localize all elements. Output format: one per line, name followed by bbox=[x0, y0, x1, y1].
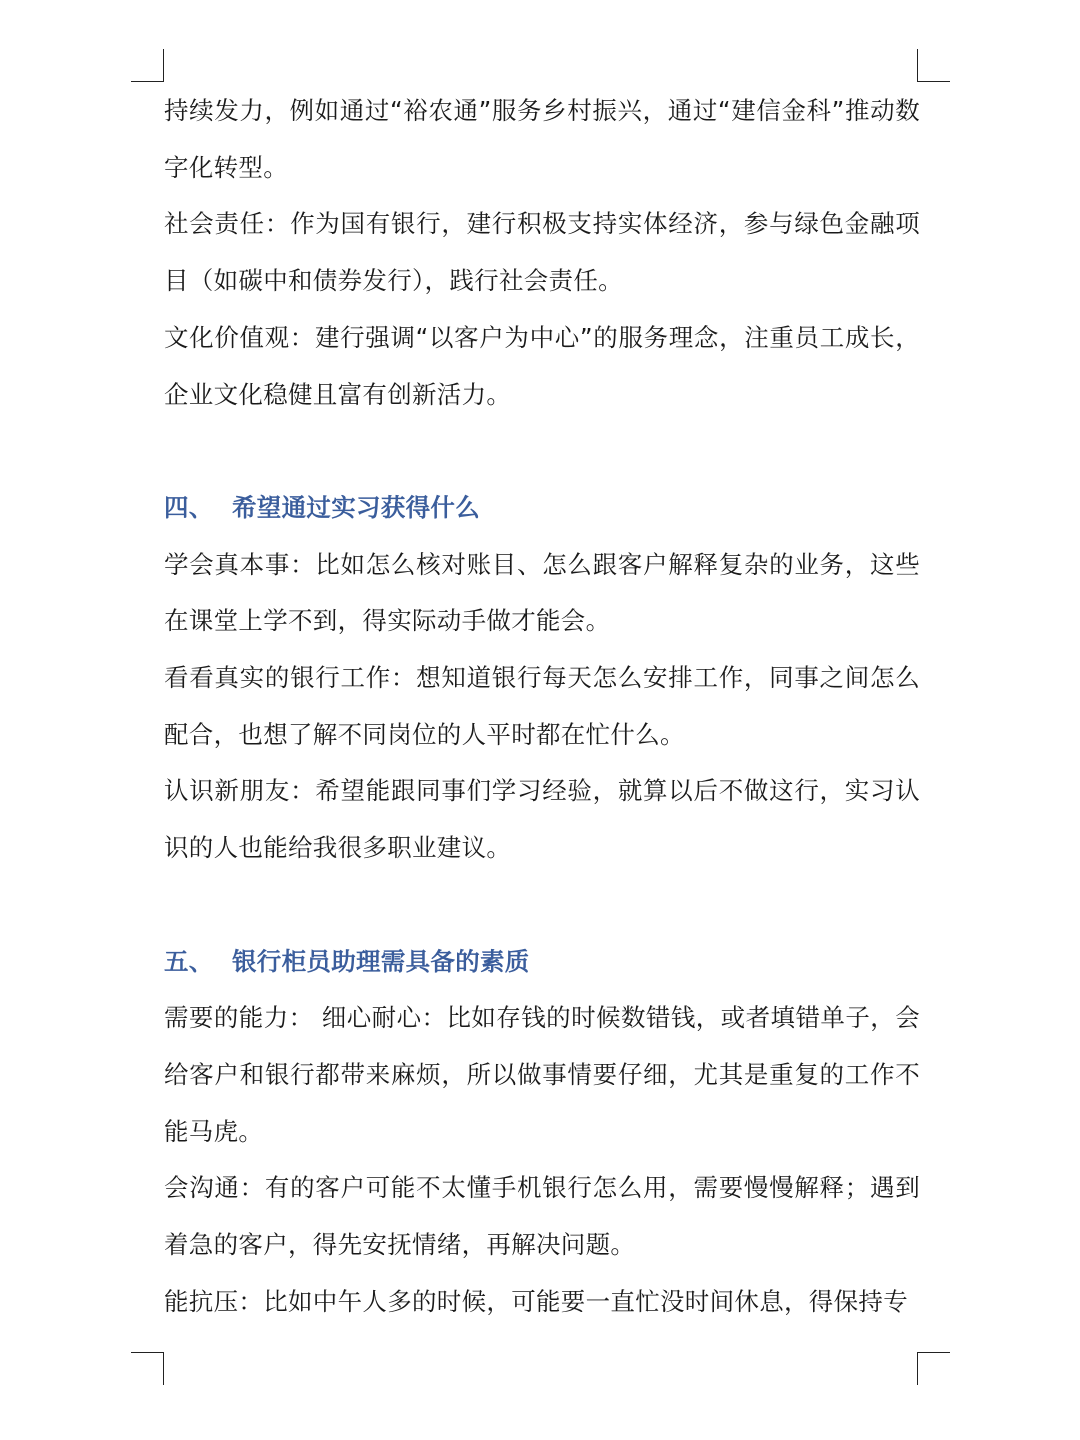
crop-mark-bottom-right bbox=[917, 1352, 950, 1385]
paragraph: 文化价值观：建行强调“以客户为中心”的服务理念，注重员工成长，企业文化稳健且富有创新活力。 bbox=[164, 322, 920, 409]
paragraph: 会沟通：有的客户可能不太懂手机银行怎么用，需要慢慢解释；遇到着急的客户，得先安抚情绪，再解决问题。 bbox=[164, 1173, 920, 1260]
section-spacer bbox=[164, 877, 920, 934]
paragraph: 认识新朋友：希望能跟同事们学习经验，就算以后不做这行，实习认识的人也能给我很多职业建议。 bbox=[164, 776, 920, 863]
paragraph: 学会真本事：比如怎么核对账目、怎么跟客户解释复杂的业务，这些在课堂上学不到，得实际动手做才能会。 bbox=[164, 549, 920, 636]
crop-mark-top-left bbox=[131, 49, 164, 82]
paragraph: 社会责任：作为国有银行，建行积极支持实体经济，参与绿色金融项目（如碳中和债券发行），践行社会责任。 bbox=[164, 209, 920, 296]
paragraph: 持续发力，例如通过“裕农通”服务乡村振兴，通过“建信金科”推动数字化转型。 bbox=[164, 96, 920, 182]
section-heading bbox=[164, 480, 920, 537]
crop-mark-top-right bbox=[917, 49, 950, 82]
paragraph: 能抗压：比如中午人多的时候，可能要一直忙没时间休息，得保持专 bbox=[164, 1286, 908, 1316]
paragraph: 需要的能力： 细心耐心：比如存钱的时候数错钱，或者填错单子，会给客户和银行都带来麻烦，所以做事情要仔细，尤其是重复的工作不能马虎。 bbox=[164, 1003, 920, 1146]
section-number: 四、 bbox=[164, 492, 214, 522]
paragraph: 看看真实的银行工作：想知道银行每天怎么安排工作，同事之间怎么配合，也想了解不同岗位的人平时都在忙什么。 bbox=[164, 663, 920, 749]
section-heading bbox=[164, 934, 920, 991]
section-title: 希望通过实习获得什么 bbox=[232, 492, 480, 522]
section-spacer bbox=[164, 423, 920, 480]
crop-mark-bottom-left bbox=[131, 1352, 164, 1385]
document-body bbox=[164, 83, 920, 1330]
section-title: 银行柜员助理需具备的素质 bbox=[232, 946, 530, 976]
section-number: 五、 bbox=[164, 946, 214, 976]
